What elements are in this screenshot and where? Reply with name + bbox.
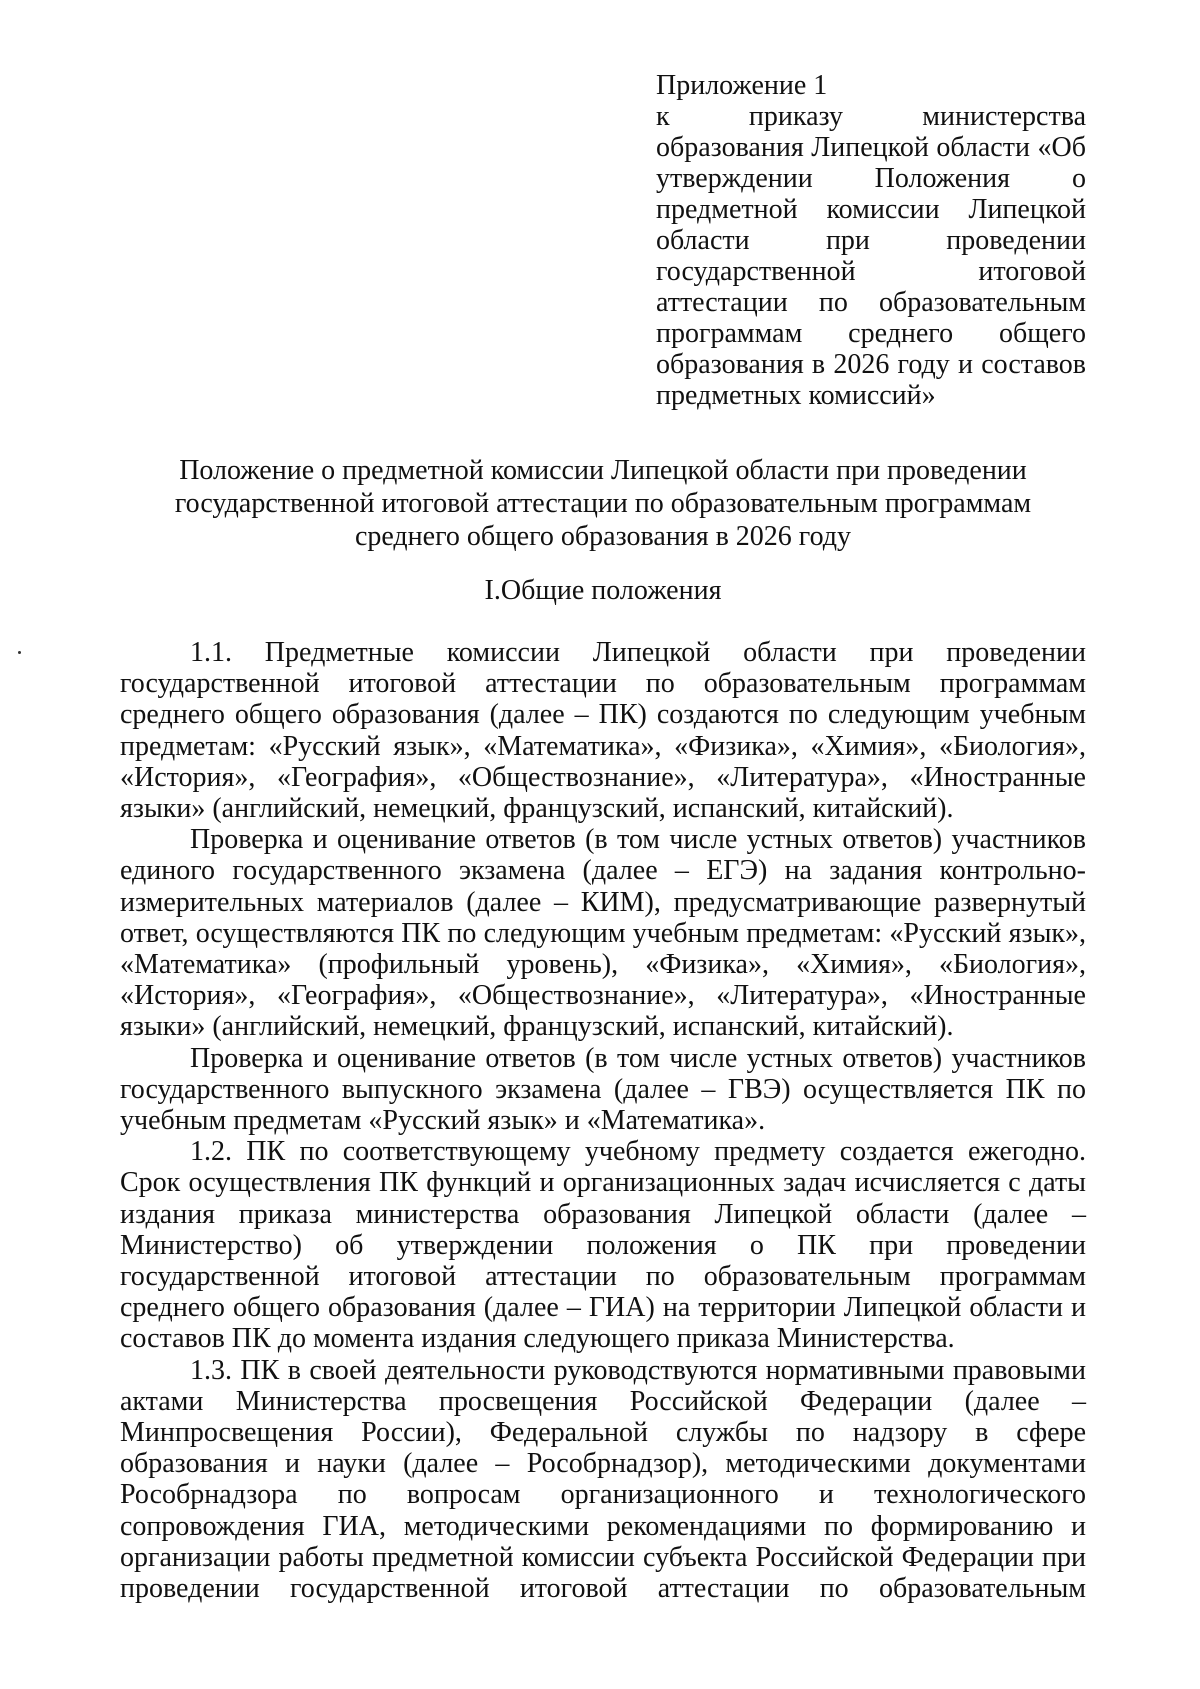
section-heading: I.Общие положения [484, 575, 722, 606]
paragraph-1-3: 1.3. ПК в своей деятельности руководствуются нормативными правовыми актами Министерства просвещения Российской Федерации (далее – Минпросвещения России), Федеральной службы по надзору в сфере образования и науки (далее – Рособрнадзор), методическими документами Рособрнадзора по вопросам организационного и технологического сопровождения ГИА, методическими рекомендациями по формированию и организации работы предметной комиссии субъекта Российской Федерации при проведении государственной итоговой аттестации по образовательным [120, 1354, 1086, 1605]
paragraph-1-2: 1.2. ПК по соответствующему учебному предмету создается ежегодно. Срок осуществления ПК функций и организационных задач исчисляется с даты издания приказа министерства образования Липецкой области (далее – Министерство) об утверждении положения о ПК при проведении государственной итоговой аттестации по образовательным программам среднего общего образования (далее – ГИА) на территории Липецкой области и составов ПК до момента издания следующего приказа Министерства. [120, 1136, 1086, 1355]
document-title: Положение о предметной комиссии Липецкой области при проведении государственной итоговой аттестации по образовательным программам среднего общего образования в 2026 году [174, 455, 1032, 552]
document-body [120, 637, 1086, 1604]
appendix-block [656, 70, 1086, 411]
paragraph-1-1: 1.1. Предметные комиссии Липецкой области при проведении государственной итоговой аттестации по образовательным программам среднего общего образования (далее – ПК) создаются по следующим учебным предметам: «Русский язык», «Математика», «Физика», «Химия», «Биология», «История», «География», «Обществознание», «Литература», «Иностранные языки» (английский, немецкий, французский, испанский, китайский). [120, 637, 1086, 825]
appendix-reference-text: к приказу министерства образования Липецкой области «Об утверждении Положения о предметной комиссии Липецкой области при проведении государственной итоговой аттестации по образовательным программам среднего общего образования в 2026 году и составов предметных комиссий» [656, 101, 1086, 411]
appendix-label: Приложение 1 [656, 70, 828, 101]
paragraph-ege: Проверка и оценивание ответов (в том числе устных ответов) участников единого государственного экзамена (далее – ЕГЭ) на задания контрольно-измерительных материалов (далее – КИМ), предусматривающие развернутый ответ, осуществляются ПК по следующим учебным предметам: «Русский язык», «Математика» (профильный уровень), «Физика», «Химия», «Биология», «История», «География», «Обществознание», «Литература», «Иностранные языки» (английский, немецкий, французский, испанский, китайский). [120, 824, 1086, 1043]
margin-dot [18, 651, 21, 654]
paragraph-gve: Проверка и оценивание ответов (в том числе устных ответов) участников государственного выпускного экзамена (далее – ГВЭ) осуществляется ПК по учебным предметам «Русский язык» и «Математика». [120, 1042, 1086, 1137]
